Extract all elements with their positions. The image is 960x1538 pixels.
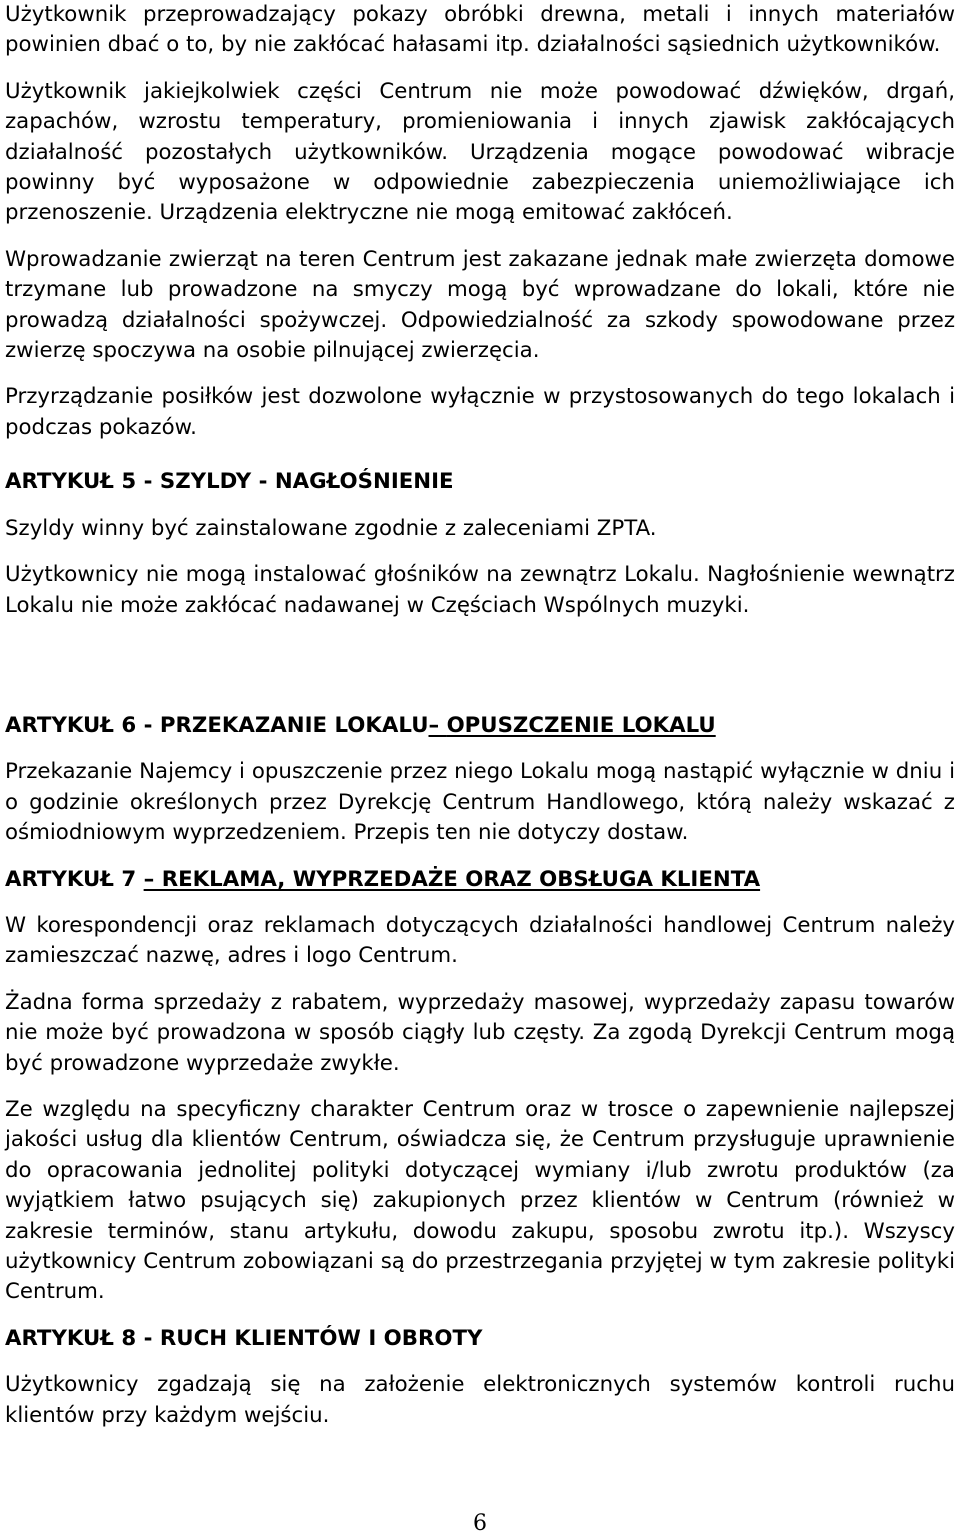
article-7-heading-underlined: – REKLAMA, WYPRZEDAŻE ORAZ OBSŁUGA KLIENTA xyxy=(143,866,761,892)
article-6-heading-suffix: OPUSZCZENIE LOKALU xyxy=(446,712,716,738)
page-number: 6 xyxy=(473,1511,487,1536)
article-6-handover-paragraph: Przekazanie Najemcy i opuszczenie przez niego Lokalu mogą nastąpić wyłącznie w dniu i o godzinie określonych przez Dyrekcję Centrum Handlowego, którą należy wskazać z ośmiodniowym wyprzedzeniem. Przepis ten nie dotyczy dostaw. xyxy=(5,759,955,846)
article-7-correspondence-paragraph: W korespondencji oraz reklamach dotyczących działalności handlowej Centrum należy zamieszczać nazwę, adres i logo Centrum. xyxy=(5,912,955,969)
article-8-traffic-paragraph: Użytkownicy zgadzają się na założenie elektronicznych systemów kontroli ruchu klientów przy każdym wejściu. xyxy=(5,1372,955,1428)
article-6-heading xyxy=(5,711,955,741)
article-5-heading: ARTYKUŁ 5 - SZYLDY - NAGŁOŚNIENIE xyxy=(5,469,454,495)
article-5-speakers-paragraph: Użytkownicy nie mogą instalować głośników na zewnątrz Lokalu. Nagłośnienie wewnątrz Lokalu nie może zakłócać nadawanej w Częściach Wspólnych muzyki. xyxy=(5,562,955,618)
paragraph-disturbances: Użytkownik jakiejkolwiek części Centrum nie może powodować dźwięków, drgań, zapachów, wzrostu temperatury, promieniowania i innych zjawisk zakłócających działalność pozostałych użytkowników. Urządzenia mogące powodować wibracje powinny być wyposażone w odpowiednie zabezpieczenia uniemożliwiające ich przenoszenie. Urządzenia elektryczne nie mogą emitować zakłóceń. xyxy=(5,78,955,226)
article-8-heading: ARTYKUŁ 8 - RUCH KLIENTÓW I OBROTY xyxy=(5,1325,483,1351)
paragraph-meal-preparation: Przyrządzanie posiłków jest dozwolone wyłącznie w przystosowanych do tego lokalach i podczas pokazów. xyxy=(5,384,955,440)
paragraph-demonstrations-noise: Użytkownik przeprowadzający pokazy obróbki drewna, metali i innych materiałów powinien dbać o to, by nie zakłócać hałasami itp. działalności sąsiednich użytkowników. xyxy=(5,2,955,58)
article-5-signs-paragraph: Szyldy winny być zainstalowane zgodnie z zaleceniami ZPTA. xyxy=(5,515,657,541)
article-7-returns-paragraph: Ze względu na specyficzny charakter Centrum oraz w trosce o zapewnienie najlepszej jakości usług dla klientów Centrum, oświadcza się, że Centrum przysługuje uprawnienie do opracowania jednolitej polityki dotyczącej wymiany i/lub zwrotu produktów (za wyjątkiem łatwo psujących się) zakupionych przez klientów w Centrum (również w zakresie terminów, stanu artykułu, dowodu zakupu, sposobu zwrotu itp.). Wszyscy użytkownicy Centrum zobowiązani są do przestrzegania przyjętej w tym zakresie polityki Centrum. xyxy=(5,1096,955,1305)
article-6-heading-dash: – xyxy=(428,712,447,738)
paragraph-animals: Wprowadzanie zwierząt na teren Centrum jest zakazane jednak małe zwierzęta domowe trzymane lub prowadzone na smyczy mogą być wprowadzane do lokali, które nie prowadzą działalności spożywczej. Odpowiedzialność za szkody spowodowane przez zwierzę spoczywa na osobie pilnującej zwierzęcia. xyxy=(5,246,955,364)
document-page xyxy=(5,0,955,1431)
article-7-heading-prefix: ARTYKUŁ 7 xyxy=(5,866,144,892)
article-7-heading xyxy=(5,865,955,895)
article-6-heading-prefix: ARTYKUŁ 6 - PRZEKAZANIE LOKALU xyxy=(5,712,429,738)
article-7-sales-paragraph: Żadna forma sprzedaży z rabatem, wyprzedaży masowej, wyprzedaży zapasu towarów nie może być prowadzona w sposób ciągły lub częsty. Za zgodą Dyrekcji Centrum mogą być prowadzone wyprzedaże zwykłe. xyxy=(5,989,955,1076)
